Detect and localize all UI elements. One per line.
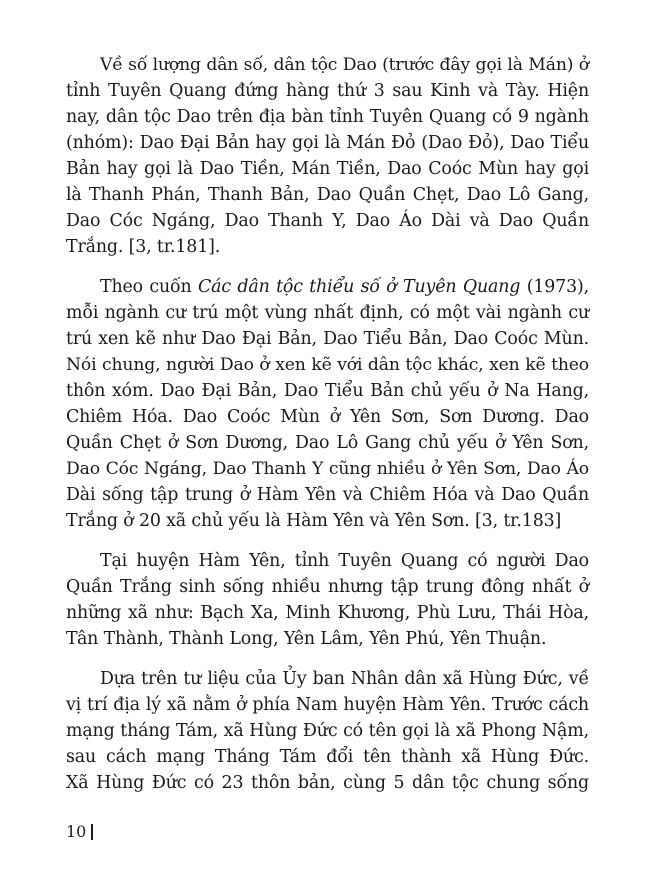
book-title: Các dân tộc thiểu số ở Tuyên Quang	[198, 277, 521, 297]
text-line: Tại huyện Hàm Yên, tỉnh Tuyên Quang có người Dao	[100, 551, 589, 571]
text-line: sau cách mạng Tháng Tám đổi tên thành xã Hùng Đức.	[66, 747, 589, 767]
paragraph-3	[66, 548, 589, 652]
text-line: vị trí địa lý xã nằm ở phía Nam huyện Hàm Yên. Trước cách	[66, 695, 589, 715]
text-line	[66, 274, 589, 300]
text-line: Dài sống tập trung ở Hàm Yên và Chiêm Hóa và Dao Quần	[66, 485, 589, 505]
text-line: những xã như: Bạch Xa, Minh Khương, Phù Lưu, Thái Hòa,	[66, 603, 589, 623]
text-run: Theo cuốn	[100, 277, 199, 297]
text-line: Dao Cóc Ngáng, Dao Thanh Y, Dao Áo Dài và Dao Quần	[66, 211, 589, 231]
text-line: Quần Trắng sinh sống nhiều nhưng tập trung đông nhất ở	[66, 577, 589, 597]
text-line: là Thanh Phán, Thanh Bản, Dao Quần Chẹt, Dao Lô Gang,	[66, 185, 589, 205]
paragraph-1	[66, 52, 589, 260]
text-line: Về số lượng dân số, dân tộc Dao (trước đây gọi là Mán) ở	[100, 55, 589, 75]
text-line: (nhóm): Dao Đại Bản hay gọi là Mán Đỏ (Dao Đỏ), Dao Tiểu	[66, 133, 589, 153]
text-line: Dao Cóc Ngáng, Dao Thanh Y cũng nhiều ở Yên Sơn, Dao Áo	[66, 459, 589, 479]
text-line: Tân Thành, Thành Long, Yên Lâm, Yên Phú, Yên Thuận.	[66, 629, 547, 649]
text-line: Nói chung, người Dao ở xen kẽ với dân tộc khác, xen kẽ theo	[66, 355, 589, 375]
text-line: mỗi ngành cư trú một vùng nhất định, có một vài ngành cư	[66, 303, 589, 323]
text-run: (1973),	[520, 277, 590, 297]
paragraph-2	[66, 274, 589, 534]
text-line: Trắng. [3, tr.181].	[66, 237, 221, 257]
body-text	[66, 52, 589, 796]
page-footer	[66, 822, 93, 841]
text-line: Xã Hùng Đức có 23 thôn bản, cùng 5 dân tộc chung sống	[66, 773, 589, 793]
text-line: trú xen kẽ như Dao Đại Bản, Dao Tiểu Bản, Dao Coóc Mùn.	[66, 329, 589, 349]
text-line: tỉnh Tuyên Quang đứng hàng thứ 3 sau Kinh và Tày. Hiện	[66, 81, 589, 101]
page-number-divider	[91, 824, 93, 840]
text-line: Bản hay gọi là Dao Tiền, Mán Tiền, Dao Coóc Mùn hay gọi	[66, 159, 589, 179]
page-number: 10	[66, 822, 87, 841]
text-line: Dựa trên tư liệu của Ủy ban Nhân dân xã Hùng Đức, về	[100, 669, 589, 689]
text-line: mạng tháng Tám, xã Hùng Đức có tên gọi là xã Phong Nậm,	[66, 721, 589, 741]
text-line: Quần Chẹt ở Sơn Dương, Dao Lô Gang chủ yếu ở Yên Sơn,	[66, 433, 589, 453]
text-line: Chiêm Hóa. Dao Coóc Mùn ở Yên Sơn, Sơn Dương. Dao	[66, 407, 589, 427]
paragraph-4	[66, 666, 589, 796]
text-line: thôn xóm. Dao Đại Bản, Dao Tiểu Bản chủ yếu ở Na Hang,	[66, 381, 589, 401]
text-line: nay, dân tộc Dao trên địa bàn tỉnh Tuyên Quang có 9 ngành	[66, 107, 589, 127]
text-line: Trắng ở 20 xã chủ yếu là Hàm Yên và Yên Sơn. [3, tr.183]	[66, 511, 562, 531]
